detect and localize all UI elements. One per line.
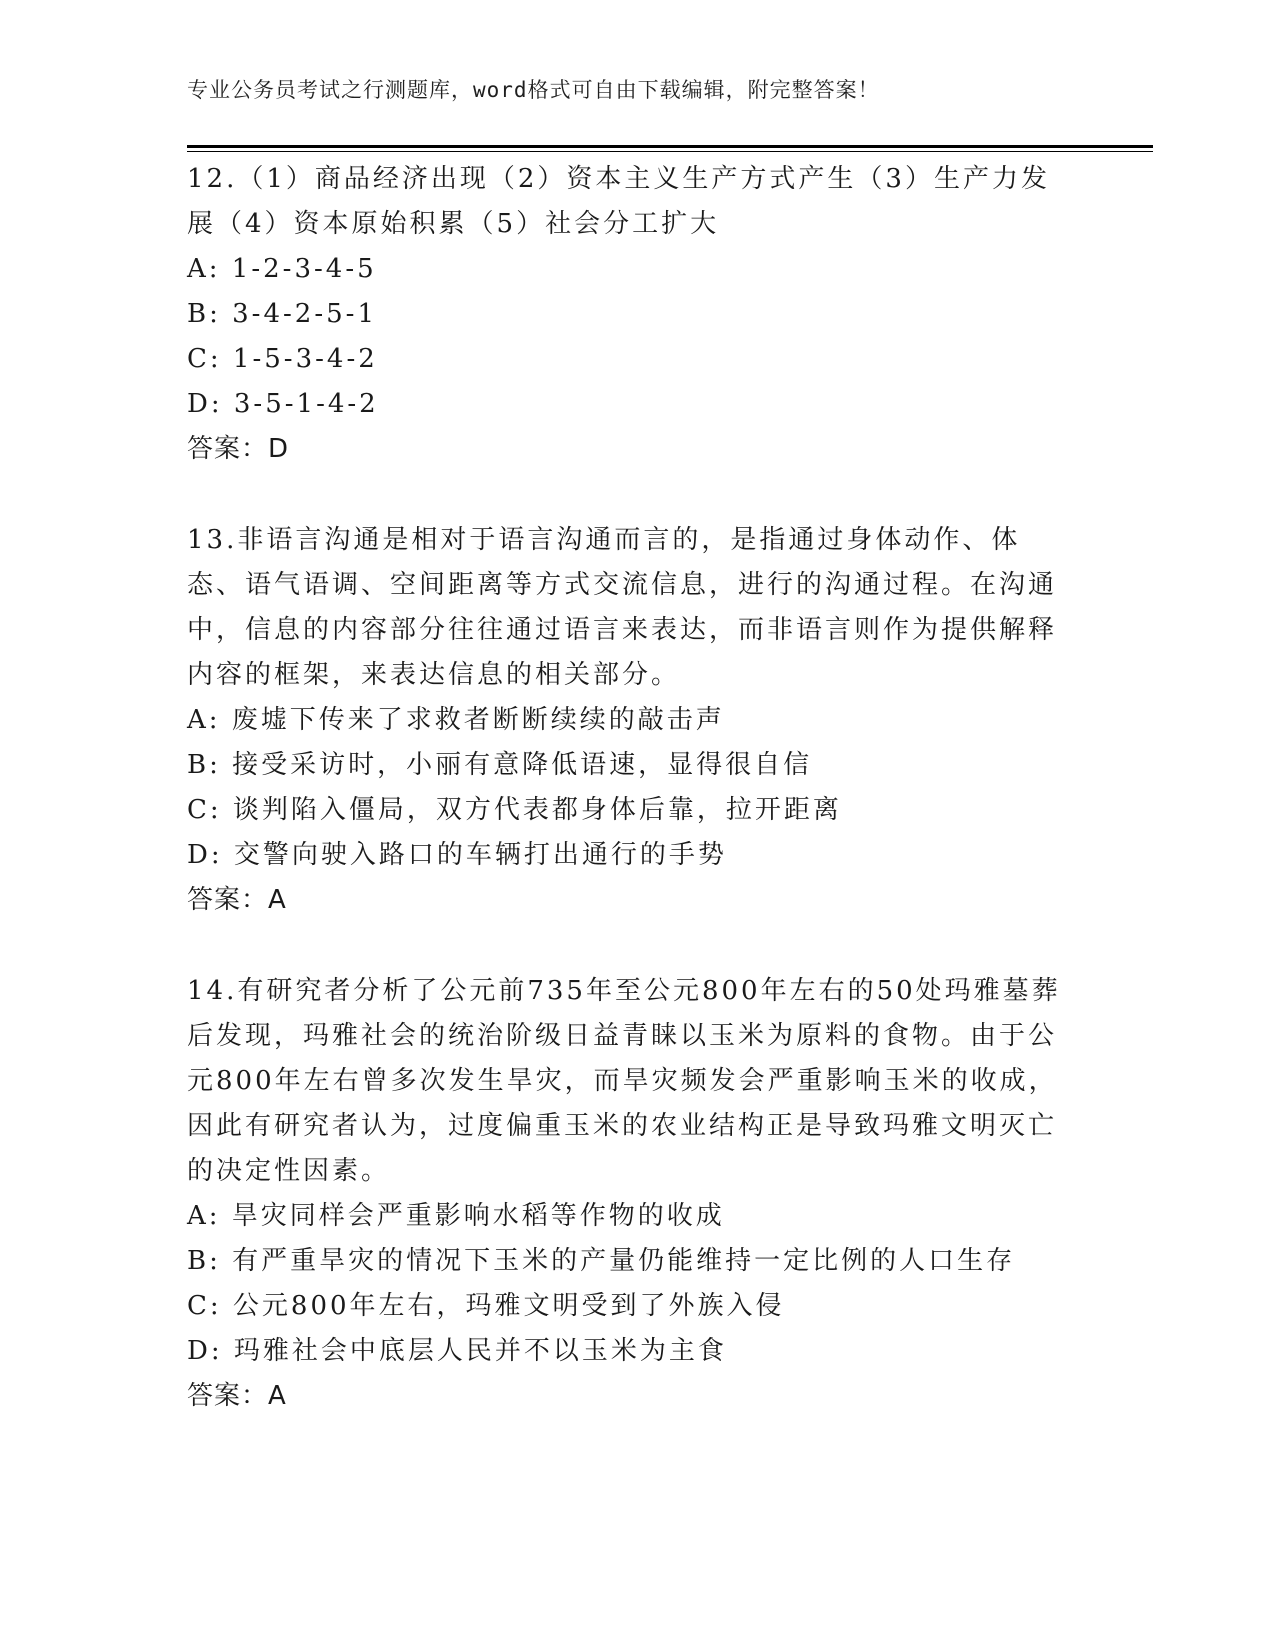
option-a: A: 1-2-3-4-5 bbox=[187, 254, 377, 284]
question-14 bbox=[187, 969, 1067, 1419]
option-c: C: 1-5-3-4-2 bbox=[187, 344, 378, 374]
option-b: B: 有严重旱灾的情况下玉米的产量仍能维持一定比例的人口生存 bbox=[187, 1246, 1016, 1276]
question-text: 14.有研究者分析了公元前735年至公元800年左右的50处玛雅墓葬后发现，玛雅社会的统治阶级日益青睐以玉米为原料的食物。由于公元800年左右曾多次发生旱灾，而旱灾频发会严重影响玉米的收成，因此有研究者认为，过度偏重玉米的农业结构正是导致玛雅文明灭亡的决定性因素。 bbox=[187, 976, 1061, 1186]
spacer bbox=[187, 923, 1067, 969]
page-header: 专业公务员考试之行测题库，word格式可自由下载编辑，附完整答案！ bbox=[187, 78, 880, 102]
answer: 答案：A bbox=[187, 885, 287, 915]
option-d: D: 3-5-1-4-2 bbox=[187, 389, 379, 419]
question-text: 12.（1）商品经济出现（2）资本主义生产方式产生（3）生产力发展（4）资本原始积累（5）社会分工扩大 bbox=[187, 164, 1050, 239]
option-c: C: 谈判陷入僵局，双方代表都身体后靠，拉开距离 bbox=[187, 795, 842, 825]
answer: 答案：A bbox=[187, 1381, 287, 1411]
spacer bbox=[187, 472, 1067, 518]
question-text: 13.非语言沟通是相对于语言沟通而言的，是指通过身体动作、体态、语气语调、空间距离等方式交流信息，进行的沟通过程。在沟通中，信息的内容部分往往通过语言来表达，而非语言则作为提供解释内容的框架，来表达信息的相关部分。 bbox=[187, 525, 1058, 690]
option-d: D: 玛雅社会中底层人民并不以玉米为主食 bbox=[187, 1336, 727, 1366]
question-12 bbox=[187, 157, 1067, 472]
header-divider-thick bbox=[187, 145, 1153, 148]
option-b: B: 接受采访时，小丽有意降低语速，显得很自信 bbox=[187, 750, 813, 780]
option-a: A: 废墟下传来了求救者断断续续的敲击声 bbox=[187, 705, 725, 735]
option-b: B: 3-4-2-5-1 bbox=[187, 299, 377, 329]
answer: 答案：D bbox=[187, 434, 290, 464]
questions-container bbox=[187, 157, 1067, 1419]
option-d: D: 交警向驶入路口的车辆打出通行的手势 bbox=[187, 840, 727, 870]
header-divider-thin bbox=[187, 151, 1153, 152]
question-13 bbox=[187, 518, 1067, 923]
option-c: C: 公元800年左右，玛雅文明受到了外族入侵 bbox=[187, 1291, 785, 1321]
option-a: A: 旱灾同样会严重影响水稻等作物的收成 bbox=[187, 1201, 725, 1231]
